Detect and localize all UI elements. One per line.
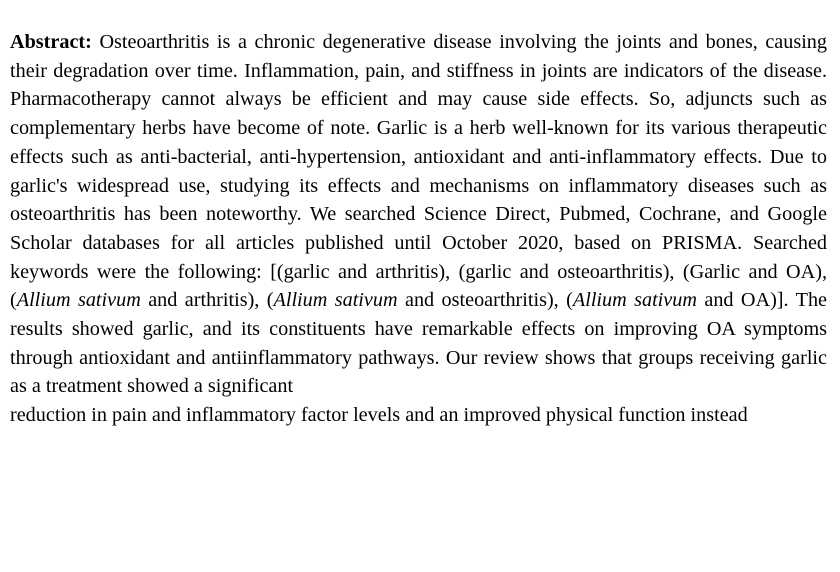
species-name-italic-2: Allium sativum [273,289,398,312]
abstract-text-segment-4: and OA)]. The results showed garlic, and its constituents have remarkable effects on improving OA symptoms through antioxidant and antiinflammatory pathways. Our review shows that groups receiving garlic as a treatment showed a significant [10,289,828,398]
abstract-label: Abstract: [10,31,92,53]
abstract-text-segment-2: and arthritis), ( [140,289,274,312]
abstract-body [10,31,827,430]
abstract-paragraph [10,28,827,430]
abstract-text-segment-3: and osteoarthritis), ( [397,289,573,312]
species-name-italic-1: Allium sativum [16,289,141,312]
abstract-text-segment-1: Osteoarthritis is a chronic degenerative disease involving the joints and bones, causing their degradation over time. Inflammation, pain, and stiffness in joints are indicators of the disease. Pharmacotherapy cannot always be efficient and may cause side effects. So, adjuncts such as complementary herbs have become of note. Garlic is a herb well-known for its various therapeutic effects such as anti-bacterial, anti-hypertension, antioxidant and anti-inflammatory effects. Due to garlic's widespread use, studying its effects and mechanisms on inflammatory diseases such as osteoarthritis has been noteworthy. We searched Science Direct, Pubmed, Cochrane, and Google Scholar databases for all articles published until October 2020, based on PRISMA. Searched keywords were the following: [(garlic and arthritis), (garlic and osteoarthritis), (Garlic and OA), ( [10,31,827,312]
abstract-last-line: reduction in pain and inflammatory factor levels and an improved physical function instead [10,404,748,427]
species-name-italic-3: Allium sativum [572,289,697,312]
